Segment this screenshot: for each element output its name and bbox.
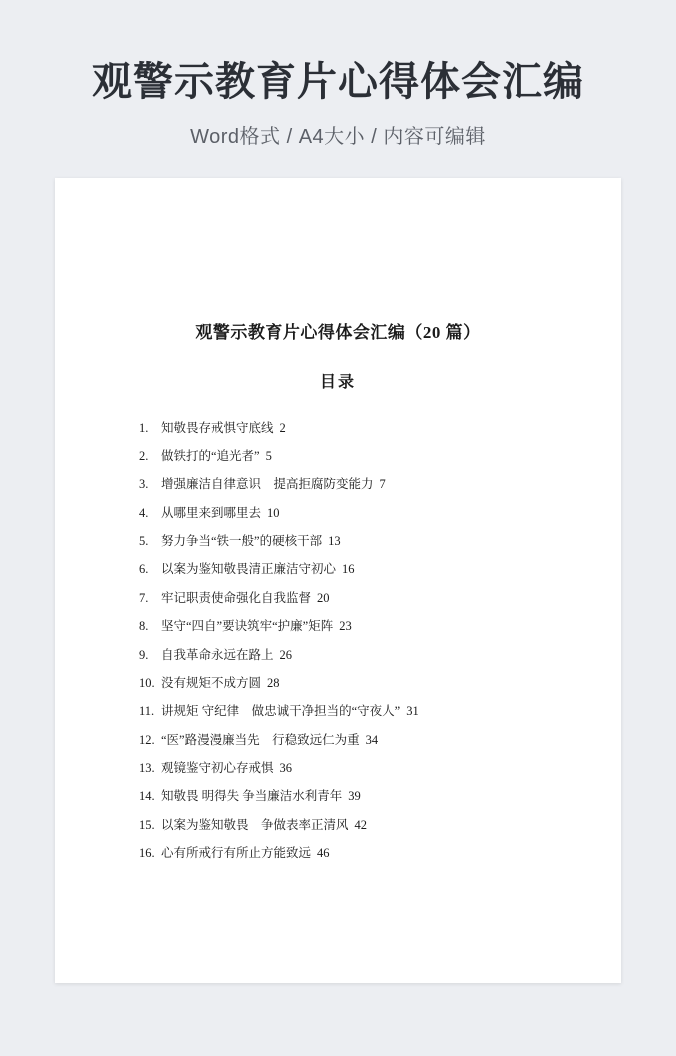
toc-page-number: 5 xyxy=(265,448,272,463)
list-item xyxy=(111,783,565,811)
toc-entry-text: 知敬畏存戒惧守底线 xyxy=(161,420,274,435)
toc-entry-text: 以案为鉴知敬畏 争做表率正清风 xyxy=(161,817,349,832)
toc-entry-text: 增强廉洁自律意识 提高拒腐防变能力 xyxy=(161,477,374,492)
toc-number: 1. xyxy=(139,420,149,435)
toc-number: 11. xyxy=(139,704,155,719)
toc-entry-text: 观镜鉴守初心存戒惧 xyxy=(161,761,274,775)
page-title: 观警示教育片心得体会汇编 xyxy=(92,60,584,104)
toc-number: 8. xyxy=(139,619,149,634)
toc-number: 6. xyxy=(139,562,149,577)
toc-entry-text: 自我革命永远在路上 xyxy=(161,647,274,662)
list-item xyxy=(111,840,565,868)
toc-page-number: 10 xyxy=(267,505,280,520)
toc-number: 7. xyxy=(139,590,149,605)
document-sheet xyxy=(55,178,621,983)
list-item xyxy=(111,442,565,470)
list-item xyxy=(111,471,565,499)
toc-page-number: 31 xyxy=(406,704,419,719)
list-item xyxy=(111,811,565,839)
toc-number: 12. xyxy=(139,732,155,747)
toc-entry-text: 以案为鉴知敬畏清正廉洁守初心 xyxy=(161,562,337,577)
list-item xyxy=(111,499,565,527)
toc-number: 9. xyxy=(139,647,149,662)
toc-page-number: 28 xyxy=(267,675,280,690)
list-item xyxy=(111,698,565,726)
toc-number: 3. xyxy=(139,477,149,492)
list-item xyxy=(111,613,565,641)
toc-page-number: 42 xyxy=(354,817,368,832)
document-content xyxy=(55,178,621,868)
toc-entry-text: 讲规矩 守纪律 做忠诚干净担当的“守夜人” xyxy=(161,704,401,719)
toc-entry-text: 没有规矩不成方圆 xyxy=(161,675,262,690)
document-title: 观警示教育片心得体会汇编（20 篇） xyxy=(195,323,481,342)
list-item xyxy=(111,641,565,669)
toc-number: 13. xyxy=(139,761,155,775)
toc-entry-text: 坚守“四自”要诀筑牢“护廉”矩阵 xyxy=(161,619,334,634)
toc-page-number: 23 xyxy=(339,619,352,634)
toc-page-number: 34 xyxy=(365,732,379,747)
toc-page-number: 26 xyxy=(279,647,293,662)
toc-page-number: 20 xyxy=(317,590,330,605)
toc-entry-text: 做铁打的“追光者” xyxy=(161,448,260,463)
page-subtitle: Word格式 / A4大小 / 内容可编辑 xyxy=(190,126,486,148)
toc-entry-text: 从哪里来到哪里去 xyxy=(161,505,262,520)
toc-page-number: 16 xyxy=(342,562,355,577)
toc-number: 2. xyxy=(139,448,149,463)
toc-page-number: 36 xyxy=(279,761,293,775)
list-item xyxy=(111,755,565,783)
toc-number: 4. xyxy=(139,505,149,520)
toc-page-number: 2 xyxy=(279,420,286,435)
toc-page-number: 7 xyxy=(379,477,386,492)
toc-page-number: 39 xyxy=(348,789,361,804)
list-item xyxy=(111,528,565,556)
toc-number: 16. xyxy=(139,846,155,861)
list-item xyxy=(111,726,565,754)
toc-entry-text: 心有所戒行有所止方能致远 xyxy=(161,846,312,861)
toc-page-number: 13 xyxy=(328,534,341,548)
toc-page-number: 46 xyxy=(317,846,330,861)
toc-number: 10. xyxy=(139,675,155,690)
page-header xyxy=(0,0,676,149)
list-item xyxy=(111,414,565,442)
toc-number: 14. xyxy=(139,789,155,804)
toc-heading: 目录 xyxy=(319,374,356,391)
list-item xyxy=(111,584,565,612)
toc-number: 15. xyxy=(139,817,155,832)
toc-number: 5. xyxy=(139,534,149,548)
list-item xyxy=(111,669,565,697)
toc-entry-text: 知敬畏 明得失 争当廉洁水利青年 xyxy=(161,789,343,804)
list-item xyxy=(111,556,565,584)
toc-entry-text: 牢记职责使命强化自我监督 xyxy=(161,590,312,605)
toc-entry-text: 努力争当“铁一般”的硬核干部 xyxy=(161,534,323,548)
toc-entry-text: “医”路漫漫廉当先 行稳致远仁为重 xyxy=(161,732,360,747)
toc-list xyxy=(111,414,565,868)
